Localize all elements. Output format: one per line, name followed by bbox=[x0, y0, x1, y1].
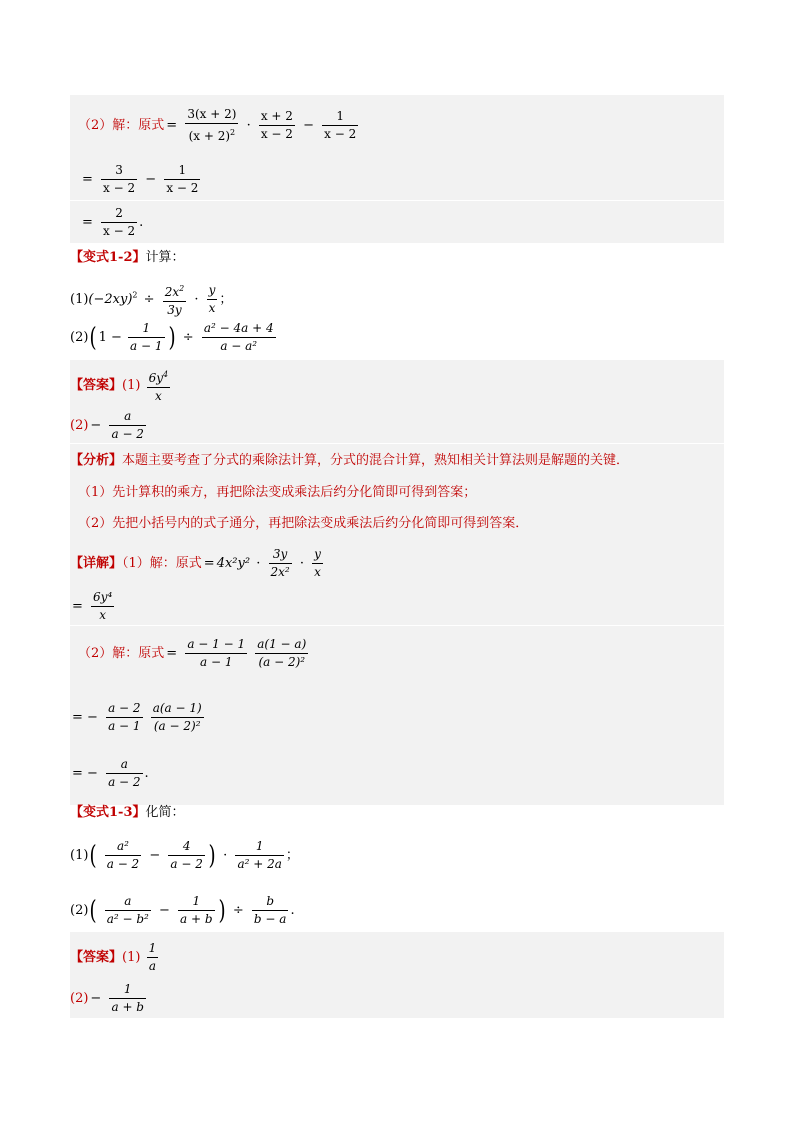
detail-tag: 【详解】 bbox=[70, 556, 123, 571]
solution-line-2: = $\frac{3}{x - 2}$ − $\frac{1}{x - 2}$ bbox=[82, 163, 199, 195]
answer-1-2-line-1: 【答案】(1) $\frac{6y^4}{x}$ bbox=[70, 366, 724, 405]
fraction: $\frac{y}{x}$ bbox=[208, 283, 216, 315]
variant-1-3-problem-2: (2)( $\frac{a}{\text{a² − b²}}$ − $\frac{1}{a + b}$ ) ÷ $\frac{b}{b - a}$ . bbox=[70, 894, 295, 926]
fraction: $\frac{\text{a² − 4a + 4}}{\text{a − a²}}$ bbox=[203, 321, 274, 353]
detail-line-3: （2）解：原式 = $\frac{a - 1 - 1}{a - 1}$ $\frac{a(1 - a)}{\text{(a − 2)²}}$ bbox=[78, 637, 307, 669]
divider bbox=[70, 443, 724, 444]
fraction: $\frac{6y^4}{x}$ bbox=[147, 366, 171, 405]
fraction: $\frac{a}{a - 2}$ bbox=[108, 757, 141, 789]
fraction: $\frac{2}{x - 2}$ bbox=[103, 206, 136, 238]
solution-line-3: = $\frac{2}{x - 2}$ . bbox=[82, 206, 144, 238]
fraction: $\frac{4}{a - 2}$ bbox=[170, 839, 203, 871]
analysis-line: 【分析】本题主要考查了分式的乘除法计算，分式的混合计算，熟知相关计算法则是解题的关键． bbox=[70, 453, 630, 468]
fraction: $\frac{x + 2}{x - 2}$ bbox=[260, 109, 293, 141]
answer-1-3-line-1: 【答案】(1) $\frac{1}{a}$ bbox=[70, 941, 157, 973]
fraction: $\frac{2x^2}{3y}$ bbox=[163, 280, 187, 319]
detail-line-1: 【详解】（1）解：原式 = 4x²y² · $\frac{3y}{\text{2x²}}$ · $\frac{y}{x}$ bbox=[70, 547, 321, 579]
fraction: $\frac{1}{x - 2}$ bbox=[166, 163, 199, 195]
fraction: $\frac{a(a - 1)}{\text{(a − 2)²}}$ bbox=[152, 701, 202, 733]
fraction: $\frac{\text{a²}}{a - 2}$ bbox=[106, 839, 140, 871]
fraction: $\frac{1}{x - 2}$ bbox=[324, 109, 357, 141]
divider bbox=[70, 625, 724, 626]
answer-1-2-line-2: (2) − $\frac{a}{a - 2}$ bbox=[70, 409, 144, 441]
fraction: $\frac{1}{\text{a² + 2a}}$ bbox=[237, 839, 282, 871]
solution-prefix: （2）解：原式 bbox=[78, 118, 165, 133]
variant-1-2-problem-2: (2)( 1 − $\frac{1}{a - 1}$ ) ÷ $\frac{\text{a² − 4a + 4}}{\text{a − a²}}$ bbox=[70, 321, 274, 353]
fraction: $\frac{1}{a}$ bbox=[148, 941, 157, 973]
fraction: $\frac{a}{\text{a² − b²}}$ bbox=[106, 894, 149, 926]
fraction: $\frac{1}{a + b}$ bbox=[180, 894, 213, 926]
variant-1-2-heading: 【变式1-2】计算： bbox=[70, 250, 185, 265]
fraction: $\frac{3}{x - 2}$ bbox=[103, 163, 136, 195]
detail-line-2: = $\frac{\text{6y⁴}}{x}$ bbox=[72, 590, 113, 622]
answer-tag: 【答案】 bbox=[70, 950, 123, 965]
variant-tag: 【变式1-3】 bbox=[70, 805, 146, 820]
fraction: $\frac{y}{x}$ bbox=[314, 547, 321, 579]
answer-tag: 【答案】 bbox=[70, 378, 123, 393]
fraction: $\frac{1}{a - 1}$ bbox=[130, 321, 163, 353]
variant-1-3-problem-1: (1)( $\frac{\text{a²}}{a - 2}$ − $\frac{4}{a - 2}$ ) · $\frac{1}{\text{a² + 2a}}$ ； bbox=[70, 839, 299, 871]
variant-1-2-problem-1: $(1)(-2xy)^2$ ÷ $\frac{2x^2}{3y}$ · $\frac{y}{x}$ ； bbox=[70, 280, 724, 319]
analysis-point-2: （2）先把小括号内的式子通分，再把除法变成乘法后约分化简即可得到答案． bbox=[78, 516, 529, 531]
analysis-tag: 【分析】 bbox=[70, 453, 123, 468]
divider bbox=[70, 200, 724, 201]
fraction: $\frac{b}{b - a}$ bbox=[253, 894, 287, 926]
fraction: $\frac{\text{6y⁴}}{x}$ bbox=[93, 590, 113, 622]
solution-line-1: （2）解：原式 = $\frac{3(x + 2)}{(x + 2)^2}$ · $\frac{x + 2}{x - 2}$ − $\frac{1}{x - 2}$ bbox=[78, 107, 357, 143]
detail-line-4: = − $\frac{a - 2}{a - 1}$ $\frac{a(a - 1)}{\text{(a − 2)²}}$ bbox=[72, 701, 202, 733]
fraction: $\frac{a(1 - a)}{\text{(a − 2)²}}$ bbox=[257, 637, 307, 669]
fraction: $\frac{3(x + 2)}{(x + 2)^2}$ bbox=[187, 107, 237, 143]
analysis-point-1: （1）先计算积的乘方，再把除法变成乘法后约分化简即可得到答案； bbox=[78, 485, 477, 500]
fraction: $\frac{a - 1 - 1}{a - 1}$ bbox=[187, 637, 246, 669]
answer-1-3-line-2: (2) − $\frac{1}{a + b}$ bbox=[70, 982, 144, 1014]
fraction: $\frac{1}{a + b}$ bbox=[111, 982, 144, 1014]
variant-tag: 【变式1-2】 bbox=[70, 250, 146, 265]
fraction: $\frac{a - 2}{a - 1}$ bbox=[108, 701, 141, 733]
fraction: $\frac{a}{a - 2}$ bbox=[111, 409, 144, 441]
fraction: $\frac{3y}{\text{2x²}}$ bbox=[270, 547, 290, 579]
detail-line-5: = − $\frac{a}{a - 2}$ . bbox=[72, 757, 149, 789]
variant-1-3-heading: 【变式1-3】化简： bbox=[70, 805, 185, 820]
